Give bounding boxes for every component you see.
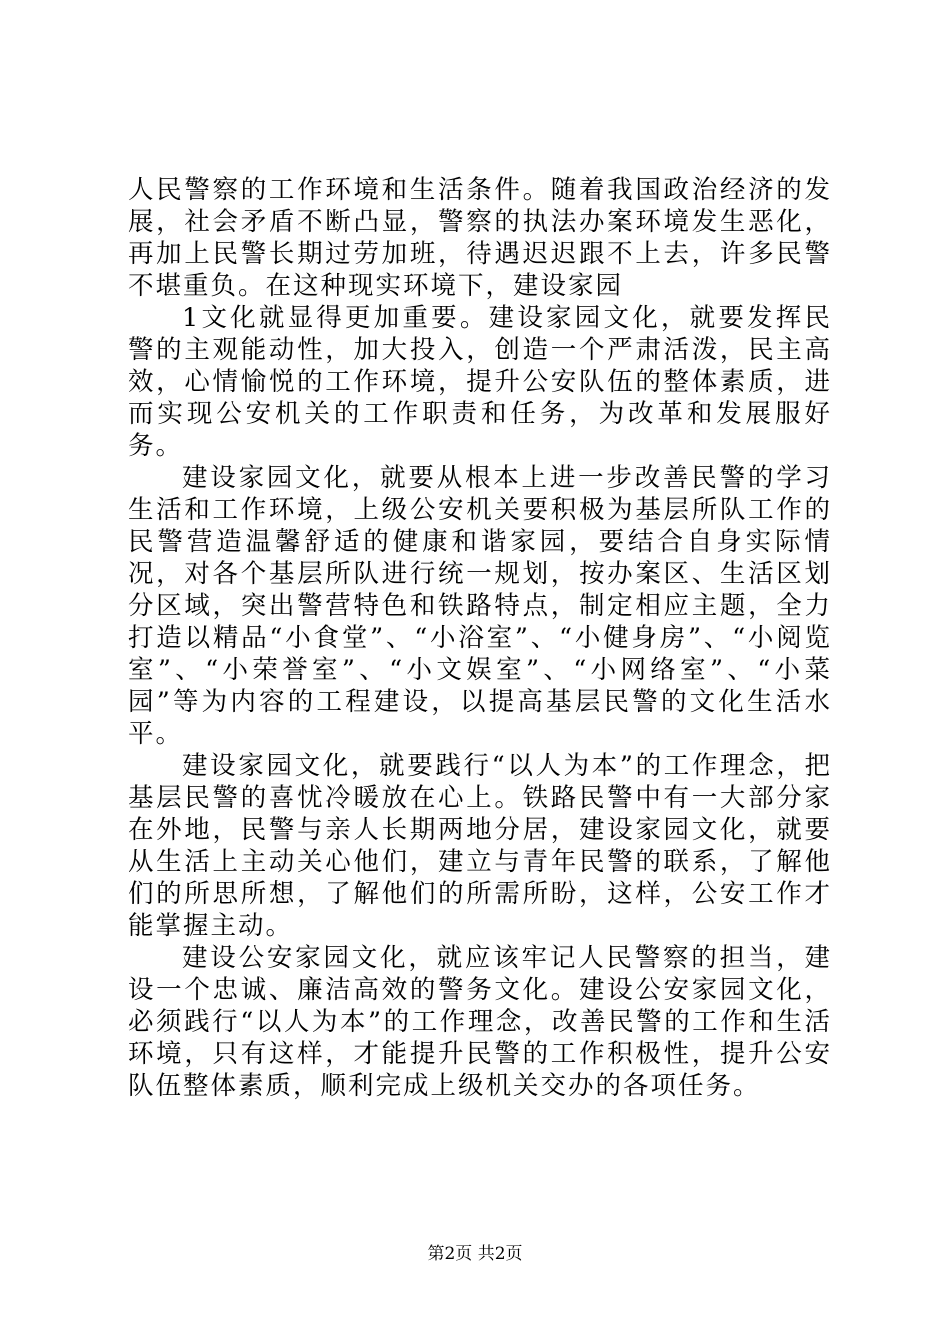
paragraph-2: 1文化就显得更加重要。建设家园文化，就要发挥民警的主观能动性，加大投入，创造一个严肃活泼，民主高效，心情愉悦的工作环境，提升公安队伍的整体素质，进而实现公安机关的工作职责和任务，为改革和发展服好务。 (128, 303, 832, 461)
document-body (128, 174, 832, 1102)
paragraph-5: 建设公安家园文化，就应该牢记人民警察的担当，建设一个忠诚、廉洁高效的警务文化。建设公安家园文化，必须践行“以人为本”的工作理念，改善民警的工作和生活环境，只有这样，才能提升民警的工作积极性，提升公安队伍整体素质，顺利完成上级机关交办的各项任务。 (128, 943, 832, 1101)
paragraph-1: 人民警察的工作环境和生活条件。随着我国政治经济的发展，社会矛盾不断凸显，警察的执法办案环境发生恶化，再加上民警长期过劳加班，待遇迟迟跟不上去，许多民警不堪重负。在这种现实环境下，建设家园 (128, 175, 832, 301)
page-number-footer: 第2页 共2页 (427, 1244, 523, 1264)
paragraph-4: 建设家园文化，就要践行“以人为本”的工作理念，把基层民警的喜忧冷暖放在心上。铁路民警中有一大部分家在外地，民警与亲人长期两地分居，建设家园文化，就要从生活上主动关心他们，建立与青年民警的联系，了解他们的所思所想，了解他们的所需所盼，这样，公安工作才能掌握主动。 (128, 751, 832, 941)
paragraph-3: 建设家园文化，就要从根本上进一步改善民警的学习生活和工作环境，上级公安机关要积极为基层所队工作的民警营造温馨舒适的健康和谐家园，要结合自身实际情况，对各个基层所队进行统一规划，按办案区、生活区划分区域，突出警营特色和铁路特点，制定相应主题，全力打造以精品“小食堂”、“小浴室”、“小健身房”、“小阅览室”、“小荣誉室”、“小文娱室”、“小网络室”、“小菜园”等为内容的工程建设，以提高基层民警的文化生活水平。 (128, 463, 832, 749)
